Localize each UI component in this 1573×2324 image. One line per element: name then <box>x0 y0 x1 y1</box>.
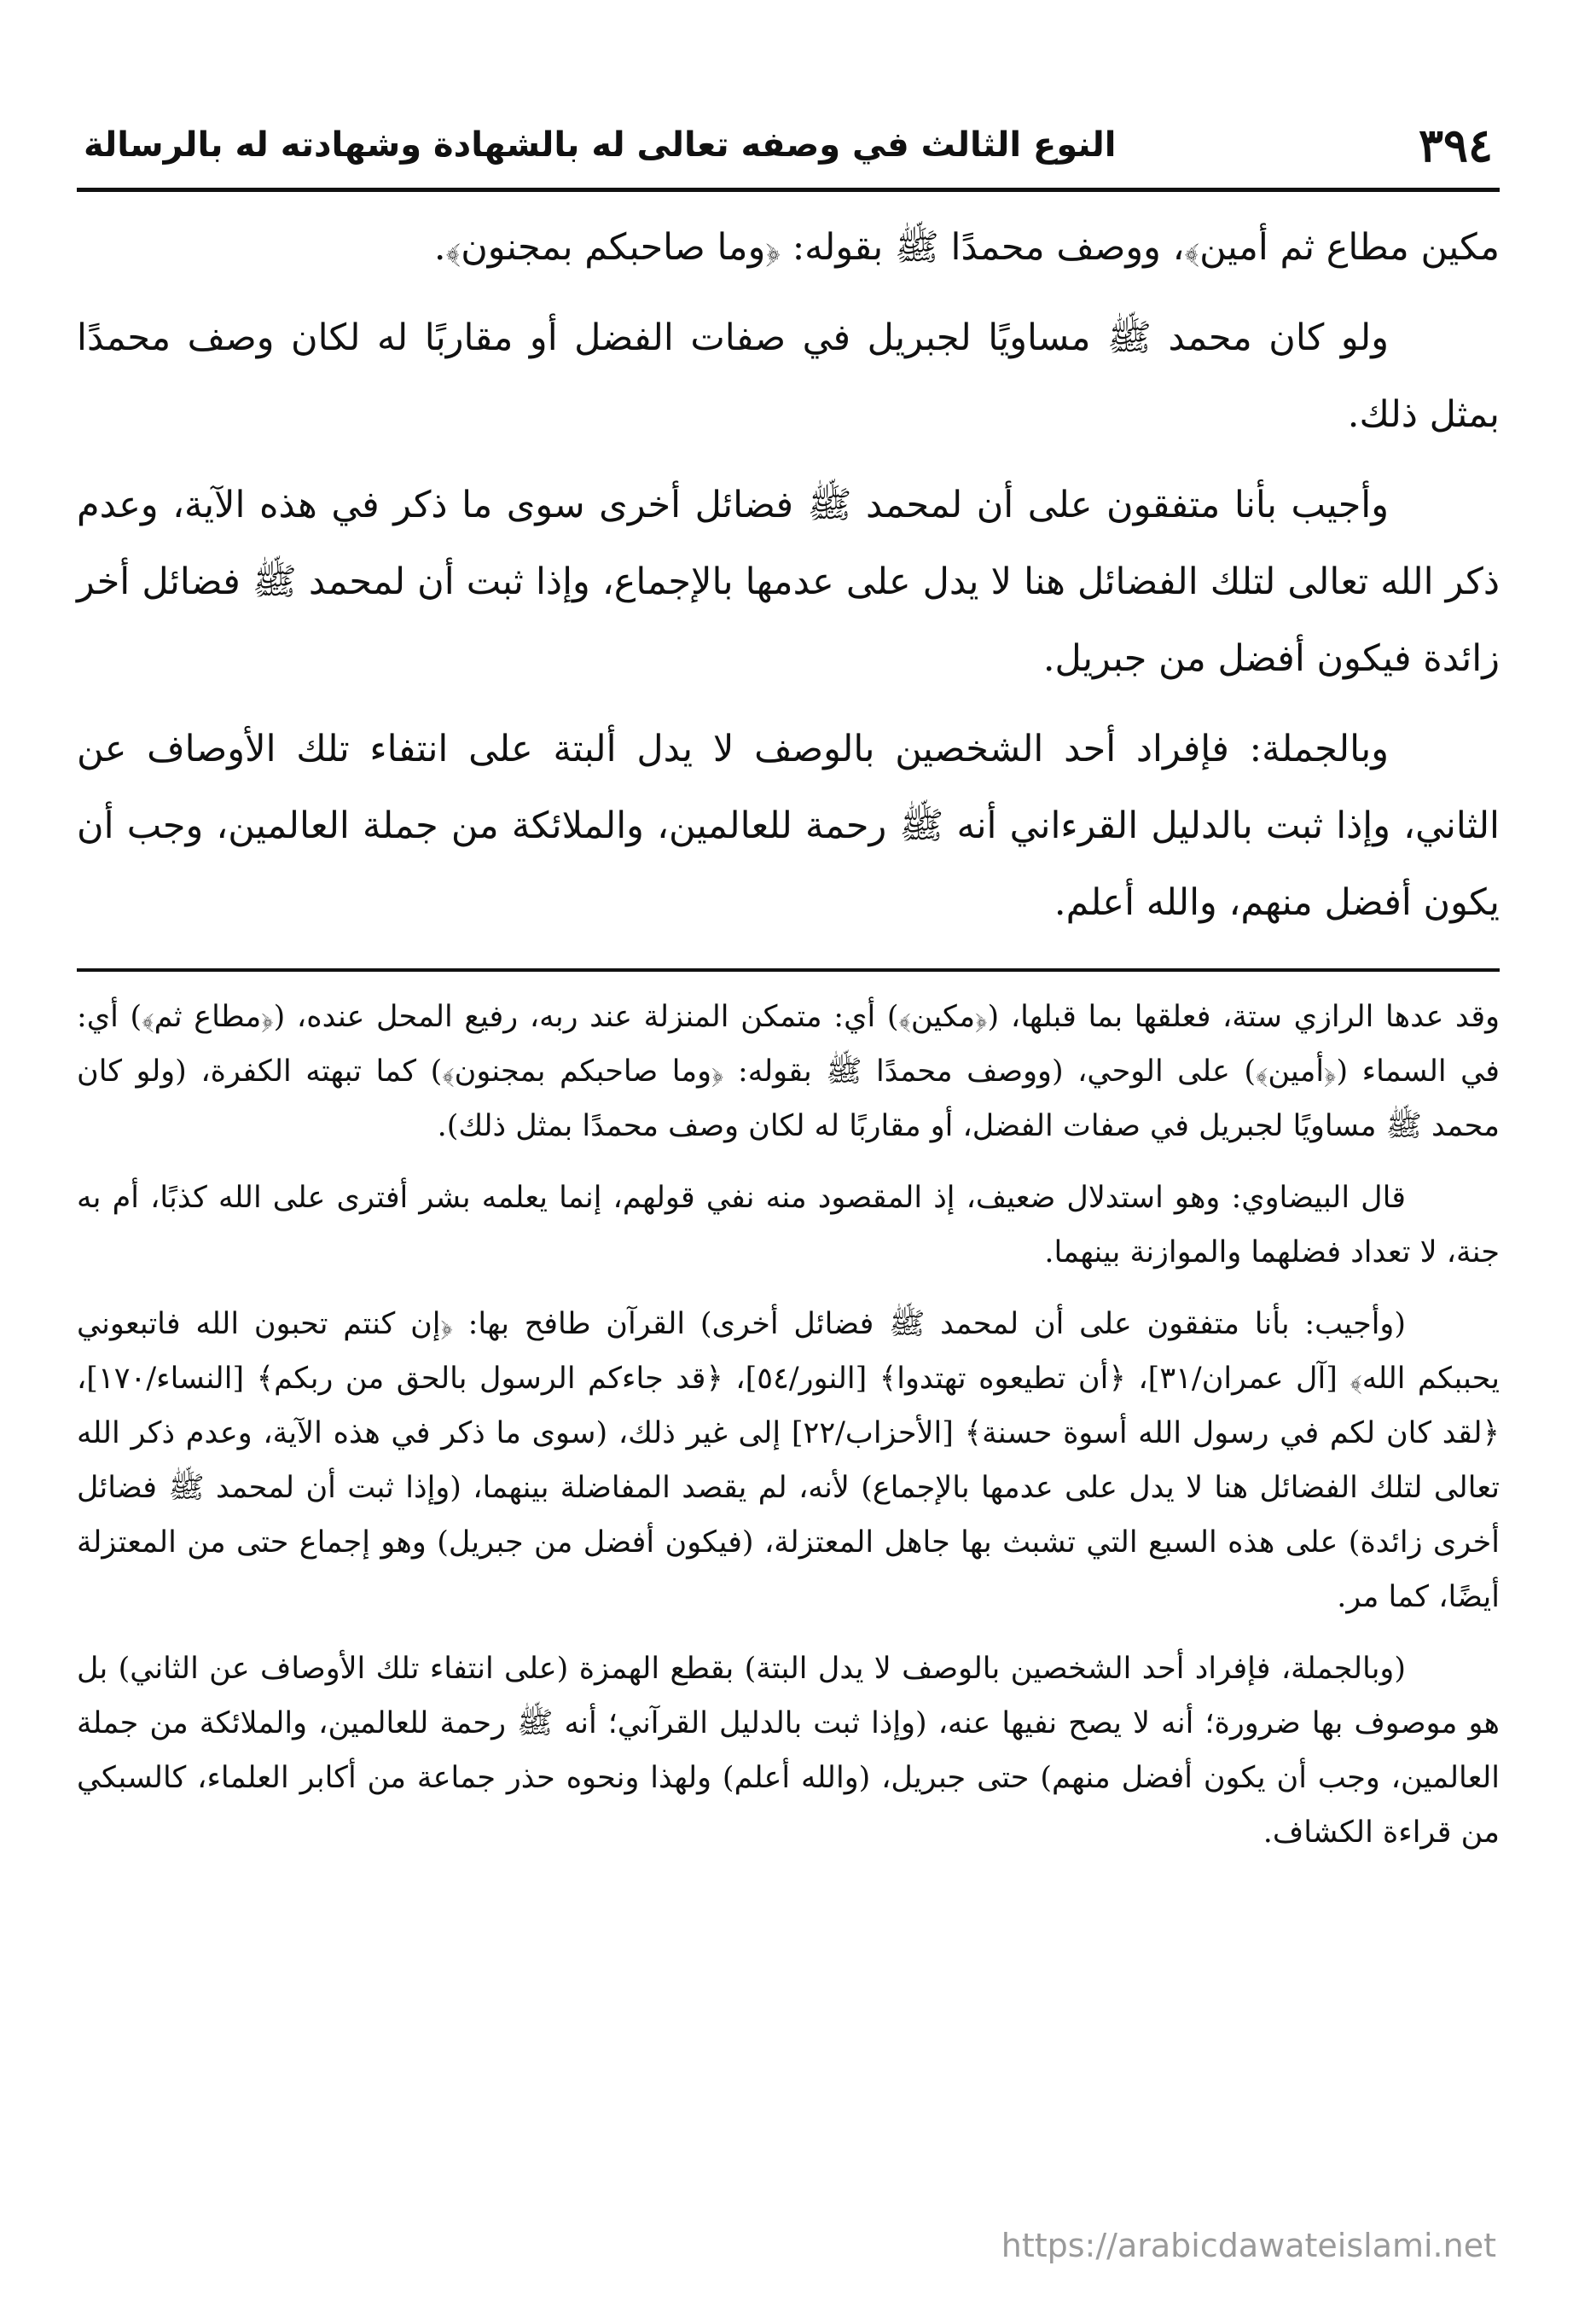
main-paragraph: وبالجملة: فإفراد أحد الشخصين بالوصف لا يدل ألبتة على انتفاء تلك الأوصاف عن الثاني، وإذا ثبت بالدليل القرءاني أنه ﷺ رحمة للعالمين، والملائكة من جملة العالمين، وجب أن يكون أفضل منهم، والله أعلم. <box>77 728 1500 924</box>
note-paragraph: وقد عدها الرازي ستة، فعلقها بما قبلها، (﴿مكين﴾) أي: متمكن المنزلة عند ربه، رفيع المحل عنده، (﴿مطاع ثم﴾) أي: في السماء (﴿أمين﴾) على الوحي، (ووصف محمدًا ﷺ بقوله: ﴿وما صاحبكم بمجنون﴾) كما تبهته الكفرة، (ولو كان محمد ﷺ مساويًا لجبريل في صفات الفضل، أو مقاربًا له لكان وصف محمدًا بمثل ذلك). <box>77 1000 1500 1143</box>
note-paragraph: (وأجيب: بأنا متفقون على أن لمحمد ﷺ فضائل أخرى) القرآن طافح بها: ﴿إن كنتم تحبون الله فاتبعوني يحببكم الله﴾ [آل عمران/٣١]، ﴿أن تطيعوه تهتدوا﴾ [النور/٥٤]، ﴿قد جاءكم الرسول بالحق من ربكم﴾ [النساء/١٧٠]، ﴿لقد كان لكم في رسول الله أسوة حسنة﴾ [الأحزاب/٢٢] إلى غير ذلك، (سوى ما ذكر في هذه الآية، وعدم ذكر الله تعالى لتلك الفضائل هنا لا يدل على عدمها بالإجماع) لأنه، لم يقصد المفاضلة بينهما، (وإذا ثبت أن لمحمد ﷺ فضائل أخرى زائدة) على هذه السبع التي تشبث بها جاهل المعتزلة، (فيكون أفضل من جبريل) وهو إجماع حتى من المعتزلة أيضًا، كما مر. <box>77 1307 1500 1614</box>
commentary-notes <box>77 990 1500 1877</box>
watermark-url: https://arabicdawateislami.net <box>1001 2227 1496 2264</box>
note-paragraph: قال البيضاوي: وهو استدلال ضعيف، إذ المقصود منه نفي قولهم، إنما يعلمه بشر أفترى على الله كذبًا، أم به جنة، لا تعداد فضلهما والموازنة بينهما. <box>77 1181 1500 1269</box>
main-paragraph: مكين مطاع ثم أمين﴾، ووصف محمدًا ﷺ بقوله: ﴿وما صاحبكم بمجنون﴾. <box>433 226 1500 269</box>
page-header <box>77 102 1500 192</box>
running-title: النوع الثالث في وصفه تعالى له بالشهادة وشهادته له بالرسالة <box>84 125 1117 165</box>
footnote-divider <box>77 968 1500 972</box>
page-number: ٣٩٤ <box>1418 118 1493 172</box>
main-text <box>77 209 1500 955</box>
note-paragraph: (وبالجملة، فإفراد أحد الشخصين بالوصف لا يدل البتة) بقطع الهمزة (على انتفاء تلك الأوصاف عن الثاني) بل هو موصوف بها ضرورة؛ أنه لا يصح نفيها عنه، (وإذا ثبت بالدليل القرآني؛ أنه ﷺ رحمة للعالمين، والملائكة من جملة العالمين، وجب أن يكون أفضل منهم) حتى جبريل، (والله أعلم) ولهذا ونحوه حذر جماعة من أكابر العلماء، كالسبكي من قراءة الكشاف. <box>77 1652 1500 1850</box>
main-paragraph: وأجيب بأنا متفقون على أن لمحمد ﷺ فضائل أخرى سوى ما ذكر في هذه الآية، وعدم ذكر الله تعالى لتلك الفضائل هنا لا يدل على عدمها بالإجماع، وإذا ثبت أن لمحمد ﷺ فضائل أخر زائدة فيكون أفضل من جبريل. <box>77 484 1500 680</box>
main-paragraph: ولو كان محمد ﷺ مساويًا لجبريل في صفات الفضل أو مقاربًا له لكان وصف محمدًا بمثل ذلك. <box>77 317 1500 436</box>
